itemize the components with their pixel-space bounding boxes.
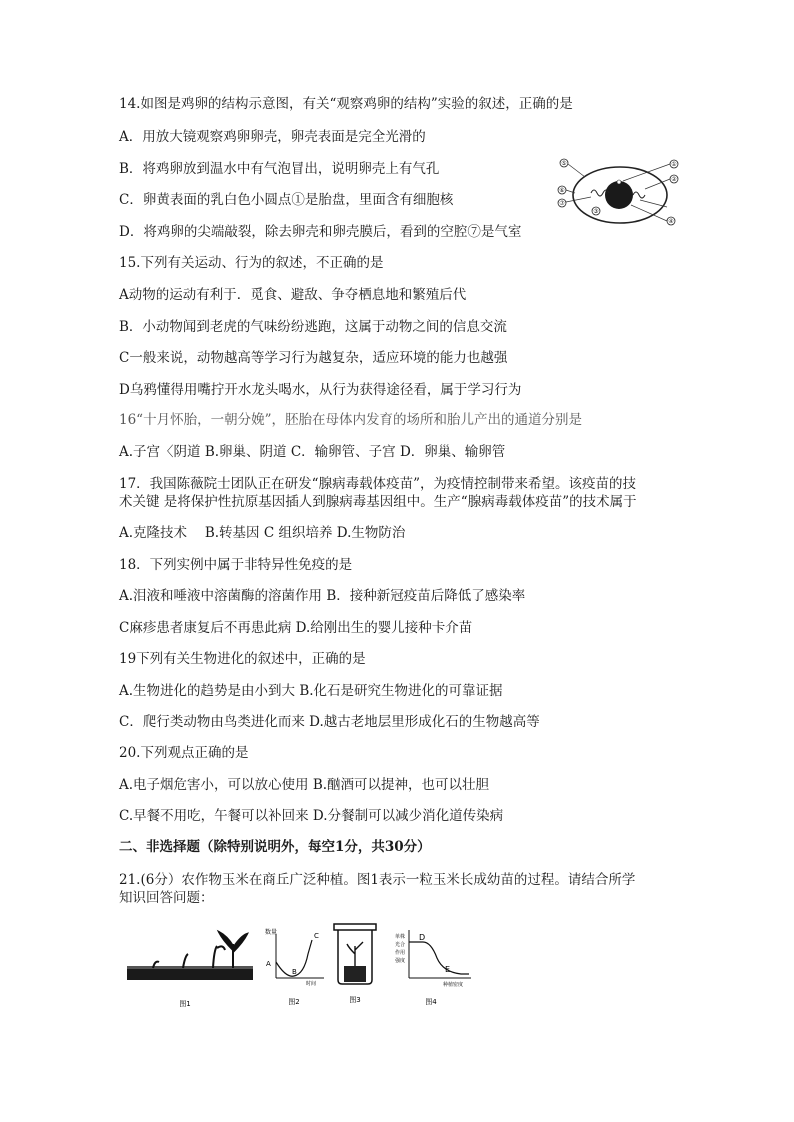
- q20-options-cd: C.早餐不用吃，午餐可以补回来 D.分餐制可以减少消化道传染病: [119, 808, 504, 824]
- egg-label-7: ⑦: [559, 200, 565, 207]
- question-21-stem-line2: 知识回答问题：: [119, 890, 214, 906]
- figure-4-photosynthesis-density-graph: [385, 924, 475, 1010]
- figure-4-y-label-3: 作用: [395, 950, 406, 956]
- q15-option-d: D乌鸦懂得用嘴拧开水龙头喝水，从行为获得途径看，属于学习行为: [119, 382, 522, 398]
- figure-4-curve: [409, 942, 469, 974]
- q14-option-b: B．将鸡卵放到温水中有气泡冒出，说明卵壳上有气孔: [119, 161, 440, 177]
- jar-soil: [344, 966, 366, 982]
- egg-label-2: ②: [671, 176, 677, 183]
- q19-options-ab: A.生物进化的趋势是由小到大 B.化石是研究生物进化的可靠证据: [119, 683, 503, 699]
- egg-structure-diagram: [555, 155, 685, 235]
- question-20-stem: 20.下列观点正确的是: [119, 745, 249, 761]
- figure-3-caption: 图3: [349, 996, 361, 1004]
- germinal-disc: [617, 180, 621, 184]
- soil-strip: [127, 968, 253, 980]
- q17-options: A.克隆技术 B.转基因 C 组织培养 D.生物防治: [119, 525, 406, 541]
- question-16-stem: 16“十月怀胎，一朝分娩”，胚胎在母体内发育的场所和胎儿产出的通道分别是: [119, 412, 582, 428]
- question-17-stem-line1: 17．我国陈薇院士团队正在研发“腺病毒载体疫苗”，为疫情控制带来希望。该疫苗的技: [119, 476, 636, 492]
- egg-label-1: ①: [671, 161, 677, 168]
- figure-2-x-label: 时间: [306, 981, 317, 987]
- figure-4-point-d: D: [419, 933, 426, 942]
- egg-label-5: ⑤: [561, 160, 567, 167]
- egg-label-3: ③: [593, 208, 599, 215]
- figure-4-y-label-2: 光合: [395, 942, 406, 948]
- q14-option-c: C．卵黄表面的乳白色小圆点①是胎盘，里面含有细胞核: [119, 192, 454, 208]
- chalaza-right: [633, 192, 645, 198]
- q19-options-cd: C．爬行类动物由鸟类进化而来 D.越古老地层里形成化石的生物越高等: [119, 714, 540, 730]
- figure-2-point-a: A: [266, 960, 271, 968]
- figure-2-y-label: 数量: [265, 929, 278, 936]
- figure-4-point-e: E: [445, 965, 451, 974]
- figure-3-jar-seedling: [330, 920, 380, 1010]
- question-18-stem: 18．下列实例中属于非特异性免疫的是: [119, 557, 353, 573]
- q15-option-a: A动物的运动有利于．觅食、避敌、争夺栖息地和繁殖后代: [119, 287, 467, 303]
- question-14-stem: 14.如图是鸡卵的结构示意图，有关“观察鸡卵的结构”实验的叙述，正确的是: [119, 96, 573, 112]
- q18-options-ab: A.泪液和唾液中溶菌酶的溶菌作用 B．接种新冠疫苗后降低了感染率: [119, 588, 526, 604]
- q14-option-d: D．将鸡卵的尖端敲裂，除去卵壳和卵壳膜后，看到的空腔⑦是气室: [119, 224, 522, 240]
- question-21-stem-line1: 21.(6分）农作物玉米在商丘广泛种植。图1表示一粒玉米长成幼苗的过程。请结合所学: [119, 872, 636, 888]
- q15-option-c: C一般来说，动物越高等学习行为越复杂，适应环境的能力也越强: [119, 350, 508, 366]
- figure-2-point-c: C: [314, 932, 319, 940]
- figure-4-y-label-1: 单株: [395, 934, 406, 940]
- question-15-stem: 15.下列有关运动、行为的叙述，不正确的是: [119, 255, 384, 271]
- section-2-heading: 二、非选择题（除特别说明外，每空1分，共30分）: [119, 839, 431, 855]
- q14-option-a: A．用放大镜观察鸡卵卵壳，卵壳表面是完全光滑的: [119, 129, 426, 145]
- egg-yolk: [605, 181, 633, 209]
- q15-option-b: B．小动物闻到老虎的气味纷纷逃跑，这属于动物之间的信息交流: [119, 319, 507, 335]
- q16-options: A.子宫〈阴道 B.卵巢、阴道 C．输卵管、子宫 D．卵巢、输卵管: [119, 444, 506, 460]
- figure-4-caption: 图4: [425, 998, 437, 1006]
- egg-label-6: ⑥: [559, 187, 565, 194]
- figure-1-caption: 图1: [179, 1000, 191, 1008]
- figure-4-x-label: 种植密度: [443, 982, 464, 988]
- figure-2-caption: 图2: [288, 998, 300, 1006]
- figure-4-y-label-4: 强度: [395, 958, 406, 964]
- figure-2-point-b: B: [292, 968, 297, 976]
- q18-options-cd: C麻疹患者康复后不再患此病 D.给刚出生的婴儿接种卡介苗: [119, 620, 473, 636]
- jar-lid: [334, 924, 376, 930]
- q20-options-ab: A.电子烟危害小，可以放心使用 B.酗酒可以提神，也可以壮胆: [119, 777, 490, 793]
- question-19-stem: 19下列有关生物进化的叙述中，正确的是: [119, 651, 366, 667]
- egg-label-4: ④: [668, 218, 674, 225]
- figure-1-seedling-growth: [125, 928, 265, 1010]
- figure-2-quantity-time-graph: [264, 926, 328, 1010]
- question-17-stem-line2: 术关键 是将保护性抗原基因插人到腺病毒基因组中。生产“腺病毒载体疫苗”的技术属于: [119, 494, 637, 510]
